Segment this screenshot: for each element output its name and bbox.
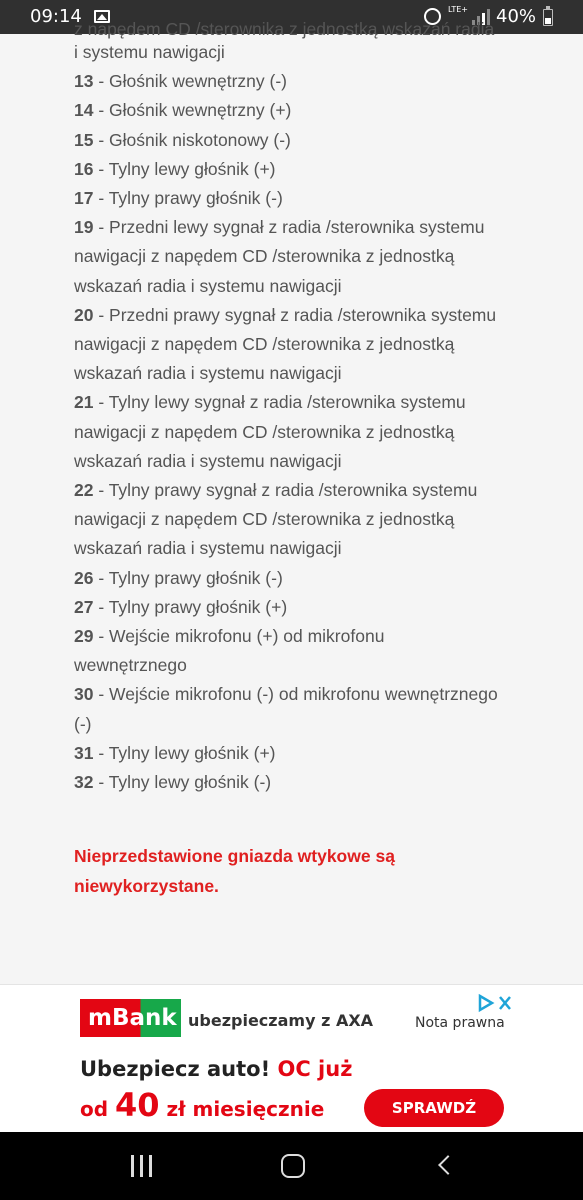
pin-description: - Głośnik wewnętrzny (-)	[93, 71, 287, 92]
pin-description: - Tylny lewy głośnik (+)	[93, 158, 276, 179]
pin-number: 15	[74, 129, 94, 150]
pin-number: 21	[74, 392, 94, 413]
pin-line: nawigacji z napędem CD /sterownika z jednostką	[74, 509, 455, 530]
text-fragment: z napędem CD /sterownika z jednostką wskazań radia	[74, 19, 495, 39]
ad-slogan: ubezpieczamy z AXA	[188, 1011, 374, 1030]
pin-number: 30	[74, 684, 94, 705]
pin-number: 32	[74, 772, 94, 793]
status-time: 09:14	[30, 6, 82, 27]
pin-description: - Tylny lewy sygnał z radia /sterownika systemu	[93, 392, 466, 413]
ad-price-post: zł miesięcznie	[159, 1097, 325, 1121]
pin-line	[74, 155, 534, 184]
pin-line: nawigacji z napędem CD /sterownika z jednostką	[74, 421, 455, 442]
battery-icon	[543, 9, 553, 26]
ad-price-number: 40	[115, 1086, 160, 1124]
pin-line: wskazań radia i systemu nawigacji	[74, 363, 342, 384]
ad-choices-icon[interactable]	[476, 993, 516, 1013]
ad-price-pre: od	[80, 1097, 116, 1121]
pin-line	[74, 96, 534, 125]
pin-description: - Tylny prawy sygnał z radia /sterownika systemu	[93, 480, 478, 501]
pin-line: wskazań radia i systemu nawigacji	[74, 538, 342, 559]
pin-description: - Tylny prawy głośnik (+)	[93, 596, 288, 617]
pin-line	[74, 476, 534, 505]
pin-description: - Tylny prawy głośnik (-)	[93, 567, 283, 588]
ad-banner[interactable]	[0, 984, 583, 1132]
pin-line	[74, 184, 534, 213]
notice-line: niewykorzystane.	[74, 875, 219, 896]
text-continuation: i systemu nawigacji	[74, 42, 225, 62]
notice-line: Nieprzedstawione gniazda wtykowe są	[74, 846, 395, 866]
pin-line	[74, 680, 534, 709]
pin-description: - Wejście mikrofonu (-) od mikrofonu wewnętrznego	[93, 684, 498, 705]
pin-line	[74, 67, 534, 96]
pin-number: 31	[74, 742, 94, 763]
ad-price	[80, 1086, 325, 1124]
pin-number: 26	[74, 567, 94, 588]
pin-description: - Wejście mikrofonu (+) od mikrofonu	[93, 626, 385, 647]
pin-number: 22	[74, 480, 94, 501]
ad-headline	[80, 1057, 352, 1081]
pin-line: wskazań radia i systemu nawigacji	[74, 450, 342, 471]
pin-number: 29	[74, 626, 94, 647]
pin-line	[74, 564, 534, 593]
pin-line	[74, 593, 534, 622]
pin-description: - Głośnik niskotonowy (-)	[93, 129, 291, 150]
pin-line: (-)	[74, 713, 92, 734]
home-icon[interactable]	[281, 1154, 305, 1178]
pin-line: nawigacji z napędem CD /sterownika z jednostką	[74, 246, 455, 267]
pin-line	[74, 768, 534, 797]
mbank-logo: mBank	[80, 999, 181, 1037]
pin-number: 13	[74, 71, 94, 92]
pin-description: - Tylny prawy głośnik (-)	[93, 188, 283, 209]
pin-number: 14	[74, 100, 94, 121]
ad-cta-button[interactable]: SPRAWDŹ	[364, 1089, 504, 1127]
pin-number: 27	[74, 596, 94, 617]
ad-headline-red: OC już	[277, 1057, 353, 1081]
pin-line: wewnętrznego	[74, 655, 187, 676]
ad-legal-link[interactable]: Nota prawna	[415, 1015, 505, 1031]
pin-line: nawigacji z napędem CD /sterownika z jednostką	[74, 334, 455, 355]
recent-apps-icon[interactable]	[131, 1155, 153, 1177]
navigation-bar	[0, 1132, 583, 1200]
back-icon[interactable]	[438, 1155, 458, 1175]
pin-description: - Przedni lewy sygnał z radia /sterownika systemu	[93, 217, 485, 238]
pin-number: 16	[74, 158, 94, 179]
pin-number: 19	[74, 217, 94, 238]
lte-indicator: LTE+	[448, 5, 468, 14]
notice-text	[74, 842, 534, 901]
pin-line	[74, 622, 534, 651]
pin-line	[74, 388, 534, 417]
pin-line	[74, 301, 534, 330]
pin-description: - Tylny lewy głośnik (+)	[93, 742, 276, 763]
article-content	[74, 19, 534, 797]
pin-list	[74, 67, 534, 797]
battery-percent: 40%	[496, 6, 537, 27]
pin-description: - Przedni prawy sygnał z radia /sterownika systemu	[93, 304, 497, 325]
ad-headline-black: Ubezpiecz auto!	[80, 1057, 278, 1081]
pin-line	[74, 213, 534, 242]
pin-number: 20	[74, 304, 94, 325]
pin-line: wskazań radia i systemu nawigacji	[74, 275, 342, 296]
pin-line	[74, 739, 534, 768]
pin-description: - Tylny lewy głośnik (-)	[93, 772, 272, 793]
pin-line	[74, 126, 534, 155]
pin-number: 17	[74, 188, 94, 209]
pin-description: - Głośnik wewnętrzny (+)	[93, 100, 292, 121]
